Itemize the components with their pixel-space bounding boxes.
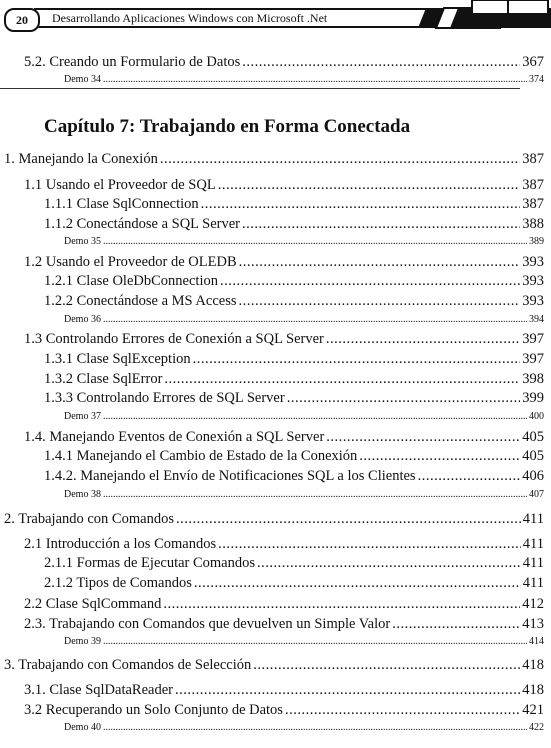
leader-dots bbox=[163, 594, 520, 614]
toc-entry-title: 3. Trabajando con Comandos de Selección bbox=[4, 657, 252, 673]
toc-demo-entry[interactable] bbox=[64, 314, 544, 326]
toc-entry-title: 1.2.1 Clase OleDbConnection bbox=[44, 273, 218, 289]
toc-entry[interactable] bbox=[24, 700, 544, 720]
toc-entry[interactable] bbox=[24, 52, 544, 72]
toc-demo-entry[interactable] bbox=[64, 74, 544, 86]
toc-entry-title: 1.3.2 Clase SqlError bbox=[44, 371, 163, 387]
toc-entry-title: 1.2 Usando el Proveedor de OLEDB bbox=[24, 254, 237, 270]
toc-entry-title: 1.3.3 Controlando Errores de SQL Server bbox=[44, 390, 285, 406]
toc-entry-title: 1.3 Controlando Errores de Conexión a SQL Server bbox=[24, 331, 324, 347]
leader-dots bbox=[176, 509, 521, 529]
toc-entry[interactable] bbox=[44, 466, 544, 486]
leader-dots bbox=[103, 236, 527, 248]
toc-entry[interactable] bbox=[24, 680, 544, 700]
toc-entry-page: 414 bbox=[529, 636, 544, 647]
toc-entry[interactable] bbox=[44, 369, 544, 389]
toc-entry-title: 1.4.1 Manejando el Cambio de Estado de la Conexión bbox=[44, 448, 358, 464]
toc-entry-page: 405 bbox=[522, 429, 544, 445]
toc-entry-page: 411 bbox=[522, 536, 544, 552]
leader-dots bbox=[160, 149, 520, 169]
leader-dots bbox=[218, 534, 521, 554]
leader-dots bbox=[103, 636, 527, 648]
toc-entry-page: 397 bbox=[522, 331, 544, 347]
toc-entry-title: 3.1. Clase SqlDataReader bbox=[24, 682, 173, 698]
toc-entry-page: 422 bbox=[529, 722, 544, 733]
toc-entry-title: 5.2. Creando un Formulario de Datos bbox=[24, 54, 241, 70]
toc-entry[interactable] bbox=[24, 175, 544, 195]
book-title: Desarrollando Aplicaciones Windows con Microsoft .Net bbox=[52, 11, 328, 25]
toc-entry[interactable] bbox=[44, 194, 544, 214]
toc-entry-title: 3.2 Recuperando un Solo Conjunto de Datos bbox=[24, 702, 283, 718]
toc-entry-page: 393 bbox=[522, 273, 544, 289]
leader-dots bbox=[201, 194, 521, 214]
toc-entry[interactable] bbox=[24, 594, 544, 614]
toc-entry-page: 411 bbox=[522, 511, 544, 527]
toc-entry[interactable] bbox=[4, 509, 544, 529]
leader-dots bbox=[175, 680, 520, 700]
toc-entry-page: 387 bbox=[522, 196, 544, 212]
leader-dots bbox=[193, 349, 521, 369]
toc-entry-title: Demo 38 bbox=[64, 489, 101, 500]
toc-entry-page: 387 bbox=[522, 151, 544, 167]
leader-dots bbox=[359, 446, 520, 466]
toc-entry-page: 411 bbox=[522, 575, 544, 591]
page-number: 20 bbox=[4, 8, 40, 32]
leader-dots bbox=[287, 388, 521, 408]
toc-entry-title: Demo 35 bbox=[64, 236, 101, 247]
chapter-title: Capítulo 7: Trabajando en Forma Conectada bbox=[44, 116, 411, 137]
toc-entry[interactable] bbox=[24, 252, 544, 272]
toc-entry-title: 1.3.1 Clase SqlException bbox=[44, 351, 191, 367]
toc-entry-title: 1.4.2. Manejando el Envío de Notificaciones SQL a los Clientes bbox=[44, 468, 416, 484]
toc-entry-page: 400 bbox=[529, 411, 544, 422]
section-divider bbox=[0, 88, 520, 89]
leader-dots bbox=[242, 214, 520, 234]
toc-entry-title: 1.2.2 Conectándose a MS Access bbox=[44, 293, 237, 309]
leader-dots bbox=[103, 74, 527, 86]
leader-dots bbox=[257, 553, 521, 573]
toc-entry[interactable] bbox=[44, 214, 544, 234]
toc-entry[interactable] bbox=[4, 149, 544, 169]
toc-entry-page: 367 bbox=[522, 54, 544, 70]
toc-entry[interactable] bbox=[4, 655, 544, 675]
toc-entry[interactable] bbox=[24, 534, 544, 554]
toc-entry-page: 374 bbox=[529, 74, 544, 85]
toc-entry-page: 398 bbox=[522, 371, 544, 387]
toc-entry-page: 399 bbox=[522, 390, 544, 406]
toc-entry-page: 418 bbox=[522, 682, 544, 698]
toc-entry-page: 393 bbox=[522, 293, 544, 309]
leader-dots bbox=[194, 573, 521, 593]
toc-entry[interactable] bbox=[24, 329, 544, 349]
toc-entry-title: 1.1.1 Clase SqlConnection bbox=[44, 196, 199, 212]
leader-dots bbox=[220, 271, 520, 291]
toc-demo-entry[interactable] bbox=[64, 489, 544, 501]
toc-entry-page: 411 bbox=[522, 555, 544, 571]
toc-entry-title: Demo 37 bbox=[64, 411, 101, 422]
toc-entry-page: 407 bbox=[529, 489, 544, 500]
toc-entry-page: 421 bbox=[522, 702, 544, 718]
toc-entry-page: 394 bbox=[529, 314, 544, 325]
leader-dots bbox=[285, 700, 520, 720]
toc-entry-title: Demo 36 bbox=[64, 314, 101, 325]
toc-entry[interactable] bbox=[44, 291, 544, 311]
toc-entry-title: 1.4. Manejando Eventos de Conexión a SQL Server bbox=[24, 429, 325, 445]
leader-dots bbox=[392, 614, 520, 634]
leader-dots bbox=[103, 411, 527, 423]
toc-entry-title: 2.2 Clase SqlCommand bbox=[24, 596, 162, 612]
toc-entry-title: 2. Trabajando con Comandos bbox=[4, 511, 174, 527]
toc-entry-title: Demo 40 bbox=[64, 722, 101, 733]
page-header bbox=[0, 0, 551, 40]
toc-entry-page: 418 bbox=[522, 657, 544, 673]
leader-dots bbox=[218, 175, 521, 195]
toc-entry-page: 405 bbox=[522, 448, 544, 464]
toc-entry-title: Demo 39 bbox=[64, 636, 101, 647]
leader-dots bbox=[326, 329, 520, 349]
toc-entry-title: Demo 34 bbox=[64, 74, 101, 85]
toc-entry-title: 1.1.2 Conectándose a SQL Server bbox=[44, 216, 240, 232]
toc-entry-page: 413 bbox=[522, 616, 544, 632]
toc-entry-title: 2.1.2 Tipos de Comandos bbox=[44, 575, 192, 591]
leader-dots bbox=[326, 427, 520, 447]
toc-entry[interactable] bbox=[24, 614, 544, 634]
toc-entry-title: 2.3. Trabajando con Comandos que devuelven un Simple Valor bbox=[24, 616, 391, 632]
toc-entry-page: 387 bbox=[522, 177, 544, 193]
leader-dots bbox=[103, 722, 527, 734]
leader-dots bbox=[418, 466, 521, 486]
toc-demo-entry[interactable] bbox=[64, 236, 544, 248]
toc-demo-entry[interactable] bbox=[64, 636, 544, 648]
toc-entry-page: 389 bbox=[529, 236, 544, 247]
leader-dots bbox=[164, 369, 520, 389]
toc-entry-title: 1.1 Usando el Proveedor de SQL bbox=[24, 177, 216, 193]
leader-dots bbox=[239, 291, 521, 311]
leader-dots bbox=[242, 52, 520, 72]
toc-entry-title: 2.1.1 Formas de Ejecutar Comandos bbox=[44, 555, 256, 571]
toc-entry[interactable] bbox=[44, 388, 544, 408]
toc-entry-page: 388 bbox=[522, 216, 544, 232]
toc-entry-page: 412 bbox=[522, 596, 544, 612]
toc-entry[interactable] bbox=[24, 427, 544, 447]
toc-entry-title: 2.1 Introducción a los Comandos bbox=[24, 536, 217, 552]
leader-dots bbox=[253, 655, 520, 675]
toc-entry[interactable] bbox=[44, 446, 544, 466]
toc-entry[interactable] bbox=[44, 349, 544, 369]
toc-demo-entry[interactable] bbox=[64, 411, 544, 423]
leader-dots bbox=[103, 314, 527, 326]
toc-entry-page: 406 bbox=[522, 468, 544, 484]
toc-entry[interactable] bbox=[44, 271, 544, 291]
leader-dots bbox=[103, 489, 527, 501]
toc-entry-title: 1. Manejando la Conexión bbox=[4, 151, 158, 167]
toc-entry-page: 397 bbox=[522, 351, 544, 367]
toc-entry[interactable] bbox=[44, 553, 544, 573]
toc-entry-page: 393 bbox=[522, 254, 544, 270]
toc-entry[interactable] bbox=[44, 573, 544, 593]
leader-dots bbox=[239, 252, 521, 272]
toc-demo-entry[interactable] bbox=[64, 722, 544, 734]
